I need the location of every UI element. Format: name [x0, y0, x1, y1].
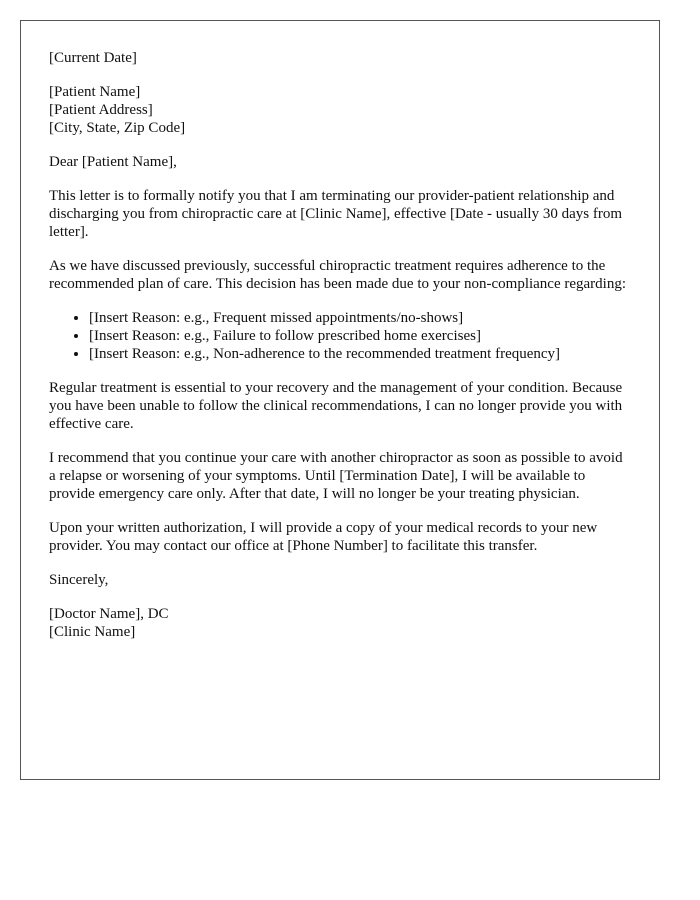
- date-text: [Current Date]: [49, 50, 137, 66]
- letter-date: [49, 49, 631, 67]
- recipient-address: [Patient Address]: [49, 102, 153, 118]
- recipient-city-state-zip: [City, State, Zip Code]: [49, 120, 186, 136]
- reason-item: • [Insert Reason: e.g., Non-adherence to the recommended treatment frequency]: [89, 345, 631, 363]
- reason-item: • [Insert Reason: e.g., Frequent missed appointments/no-shows]: [89, 309, 631, 327]
- salutation: Dear [Patient Name],: [49, 154, 177, 170]
- reason-item: • [Insert Reason: e.g., Failure to follow prescribed home exercises]: [89, 327, 631, 345]
- closing: Sincerely,: [49, 572, 109, 588]
- paragraph-recommendation: I recommend that you continue your care with another chiropractor as soon as possible to avoid a relapse or worsening of your symptoms. Until [Termination Date], I will be available to provide emergency care only. After that date, I will no longer be your treating physician.: [49, 450, 623, 502]
- recipient-address-block: [49, 83, 631, 137]
- reasons-list: [49, 309, 631, 363]
- doctor-name: [Doctor Name], DC: [49, 606, 169, 622]
- signature-block: [49, 605, 631, 641]
- paragraph-records-transfer: Upon your written authorization, I will provide a copy of your medical records to your new provider. You may contact our office at [Phone Number] to facilitate this transfer.: [49, 520, 598, 554]
- clinic-name: [Clinic Name]: [49, 624, 136, 640]
- paragraph-treatment-importance: Regular treatment is essential to your recovery and the management of your condition. Because you have been unable to follow the clinical recommendations, I can no longer provide you with effective care.: [49, 380, 623, 432]
- recipient-name: [Patient Name]: [49, 84, 141, 100]
- paragraph-noncompliance: As we have discussed previously, successful chiropractic treatment requires adherence to the recommended plan of care. This decision has been made due to your non-compliance regarding:: [49, 258, 627, 292]
- letter-page: [20, 20, 660, 780]
- paragraph-termination-notice: This letter is to formally notify you that I am terminating our provider-patient relationship and discharging you from chiropractic care at [Clinic Name], effective [Date - usually 30 days from letter].: [49, 188, 622, 240]
